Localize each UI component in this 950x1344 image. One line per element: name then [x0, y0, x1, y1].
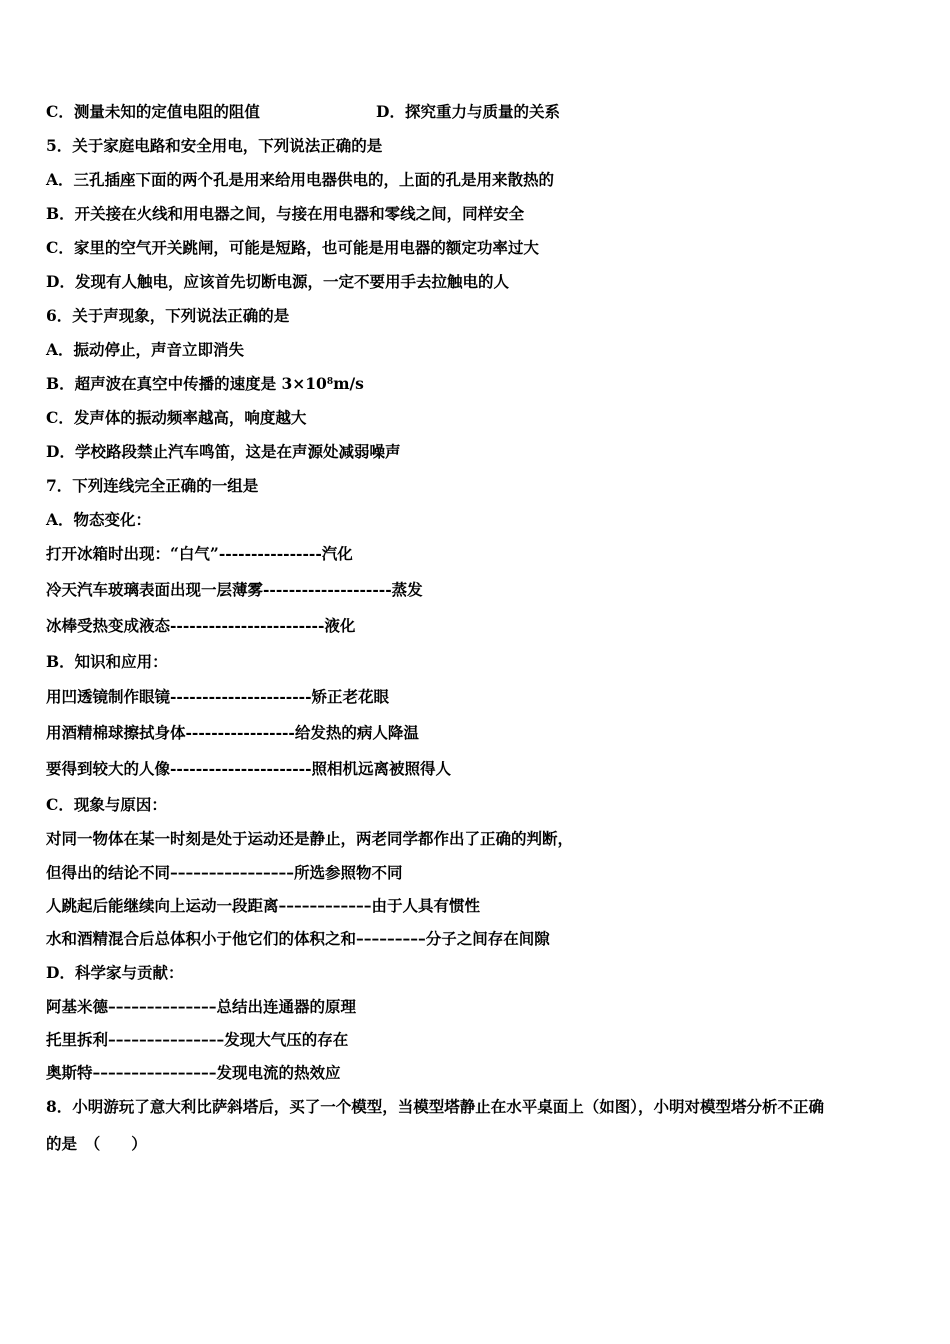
q6-option-c: C．发声体的振动频率越高，响度越大 [46, 408, 307, 427]
q7-c-line: 但得出的结论不同––––––––––––––––所选参照物不同 [46, 863, 403, 882]
q7-c-line: 水和酒精混合后总体积小于他它们的体积之和–––––––––分子之间存在间隙 [46, 929, 550, 948]
q7-d-line: 奥斯特––––––––––––––––发现电流的热效应 [46, 1063, 341, 1082]
q4-option-c: C．测量未知的定值电阻的阻值 [46, 102, 260, 121]
q7-a-line: 冰棒受热变成液态------------------------液化 [46, 616, 356, 635]
q7-c-line: 对同一物体在某一时刻是处于运动还是静止，两老同学都作出了正确的判断， [46, 829, 574, 848]
q7-a-title: A．物态变化： [46, 510, 152, 529]
q7-a-line: 打开冰箱时出现：“白气”----------------汽化 [46, 544, 353, 563]
q5-option-b: B．开关接在火线和用电器之间，与接在用电器和零线之间，同样安全 [46, 204, 525, 223]
q4-option-d: D．探究重力与质量的关系 [376, 102, 560, 121]
q5-option-a: A．三孔插座下面的两个孔是用来给用电器供电的，上面的孔是用来散热的 [46, 170, 555, 189]
q7-a-line: 冷天汽车玻璃表面出现一层薄雾--------------------蒸发 [46, 580, 423, 599]
q7-c-title: C．现象与原因： [46, 795, 167, 814]
q5-option-c: C．家里的空气开关跳闸，可能是短路，也可能是用电器的额定功率过大 [46, 238, 539, 257]
q6-option-d: D．学校路段禁止汽车鸣笛，这是在声源处减弱噪声 [46, 442, 401, 461]
q5-option-d: D．发现有人触电，应该首先切断电源，一定不要用手去拉触电的人 [46, 272, 509, 291]
q8-stem-line2: 的是 （ ） [46, 1134, 147, 1153]
q6-option-a: A．振动停止，声音立即消失 [46, 340, 245, 359]
q6-option-b-prefix: B．超声波在真空中传播的速度是 3×10 [46, 374, 327, 393]
q5-stem: 5．关于家庭电路和安全用电，下列说法正确的是 [46, 136, 383, 155]
q8-stem-line1: 8．小明游玩了意大利比萨斜塔后，买了一个模型，当模型塔静止在水平桌面上（如图），小明对模型塔分析不正确 [46, 1097, 825, 1116]
q6-option-b-exponent: 8 [326, 377, 334, 387]
q7-b-line: 要得到较大的人像----------------------照相机远离被照得人 [46, 759, 452, 778]
q6-option-b [46, 374, 364, 394]
q6-option-b-unit: m/s [333, 374, 364, 393]
q7-c-line: 人跳起后能继续向上运动一段距离––––––––––––由于人具有惯性 [46, 896, 481, 915]
q7-b-line: 用酒精棉球擦拭身体-----------------给发热的病人降温 [46, 723, 419, 742]
q6-stem: 6．关于声现象，下列说法正确的是 [46, 306, 290, 325]
q7-stem: 7．下列连线完全正确的一组是 [46, 476, 259, 495]
q7-d-line: 托里拆利–––––––––––––––发现大气压的存在 [46, 1030, 349, 1049]
q7-b-title: B．知识和应用： [46, 652, 168, 671]
q7-d-line: 阿基米德––––––––––––––总结出连通器的原理 [46, 997, 357, 1016]
q7-d-title: D．科学家与贡献： [46, 963, 184, 982]
q7-b-line: 用凹透镜制作眼镜----------------------矫正老花眼 [46, 687, 390, 706]
